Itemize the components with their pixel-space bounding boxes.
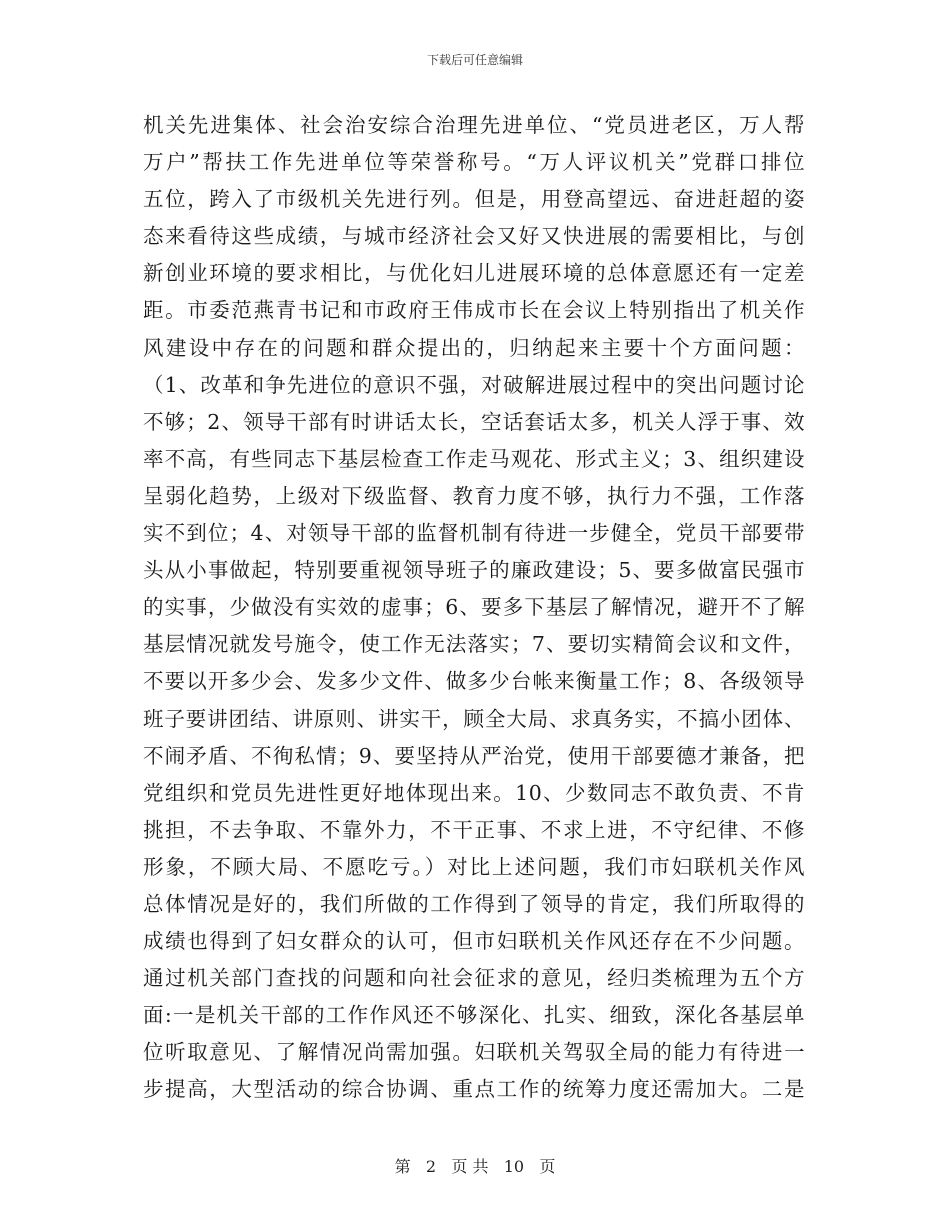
page-number-prefix: 第: [394, 1157, 411, 1176]
page-number-suffix: 页: [539, 1157, 556, 1176]
body-line: 不要以开多少会、发多少文件、做多少台帐来衡量工作；8、各级领导: [143, 669, 805, 694]
body-line: 基层情况就发号施令，使工作无法落实；7、要切实精简会议和文件，: [143, 632, 805, 657]
body-line: 成绩也得到了妇女群众的认可，但市妇联机关作风还存在不少问题。: [143, 929, 805, 954]
page-footer: [0, 1157, 950, 1177]
current-page-number: 2: [425, 1157, 437, 1176]
body-line: 态来看待这些成绩，与城市经济社会又好又快进展的需要相比，与创: [143, 224, 805, 249]
body-line: 步提高，大型活动的综合协调、重点工作的统筹力度还需加大。二是: [143, 1077, 805, 1102]
body-line: 班子要讲团结、讲原则、讲实干，顾全大局、求真务实，不搞小团体、: [143, 706, 805, 731]
page-number-middle: 页 共: [451, 1157, 489, 1176]
body-line: 面:一是机关干部的工作作风还不够深化、扎实、细致，深化各基层单: [143, 1003, 805, 1028]
body-line: 通过机关部门查找的问题和向社会征求的意见，经归类梳理为五个方: [143, 966, 805, 991]
body-line: 距。市委范燕青书记和市政府王伟成市长在会议上特别指出了机关作: [143, 298, 805, 323]
body-line: 位听取意见、了解情况尚需加强。妇联机关驾驭全局的能力有待进一: [143, 1040, 805, 1065]
header-note: 下载后可任意编辑: [426, 53, 523, 67]
body-line: 万户”帮扶工作先进单位等荣誉称号。“万人评议机关”党群口排位: [143, 150, 805, 175]
body-line: 不闹矛盾、不徇私情；9、要坚持从严治党，使用干部要德才兼备，把: [143, 743, 805, 768]
body-line: 机关先进集体、社会治安综合治理先进单位、“党员进老区，万人帮: [143, 113, 805, 137]
body-line: 形象，不顾大局、不愿吃亏。）对比上述问题，我们市妇联机关作风: [143, 854, 805, 879]
body-line: 头从小事做起，特别要重视领导班子的廉政建设；5、要多做富民强市: [143, 558, 805, 583]
body-line: （1、改革和争先进位的意识不强，对破解进展过程中的突出问题讨论: [143, 372, 805, 397]
body-line: 呈弱化趋势，上级对下级监督、教育力度不够，执行力不强，工作落: [143, 483, 805, 508]
body-line: 五位，跨入了市级机关先进行列。但是，用登高望远、奋进赶超的姿: [143, 187, 805, 212]
body-line: 新创业环境的要求相比，与优化妇儿进展环境的总体意愿还有一定差: [143, 261, 805, 286]
body-line: 实不到位；4、对领导干部的监督机制有待进一步健全，党员干部要带: [143, 521, 805, 546]
body-line: 不够；2、领导干部有时讲话太长，空话套话太多，机关人浮于事、效: [143, 409, 805, 434]
document-body: [143, 107, 805, 1109]
total-pages-number: 10: [503, 1157, 525, 1176]
body-line: 率不高，有些同志下基层检查工作走马观花、形式主义；3、组织建设: [143, 446, 805, 471]
page-header: [0, 52, 950, 68]
body-line: 党组织和党员先进性更好地体现出来。10、少数同志不敢负责、不肯: [143, 780, 805, 805]
body-line: 的实事，少做没有实效的虚事；6、要多下基层了解情况，避开不了解: [143, 595, 805, 620]
body-line: 挑担，不去争取、不靠外力，不干正事、不求上进，不守纪律、不修: [143, 817, 805, 842]
body-line: 风建设中存在的问题和群众提出的，归纳起来主要十个方面问题：: [143, 335, 805, 360]
body-line: 总体情况是好的，我们所做的工作得到了领导的肯定，我们所取得的: [143, 891, 805, 916]
